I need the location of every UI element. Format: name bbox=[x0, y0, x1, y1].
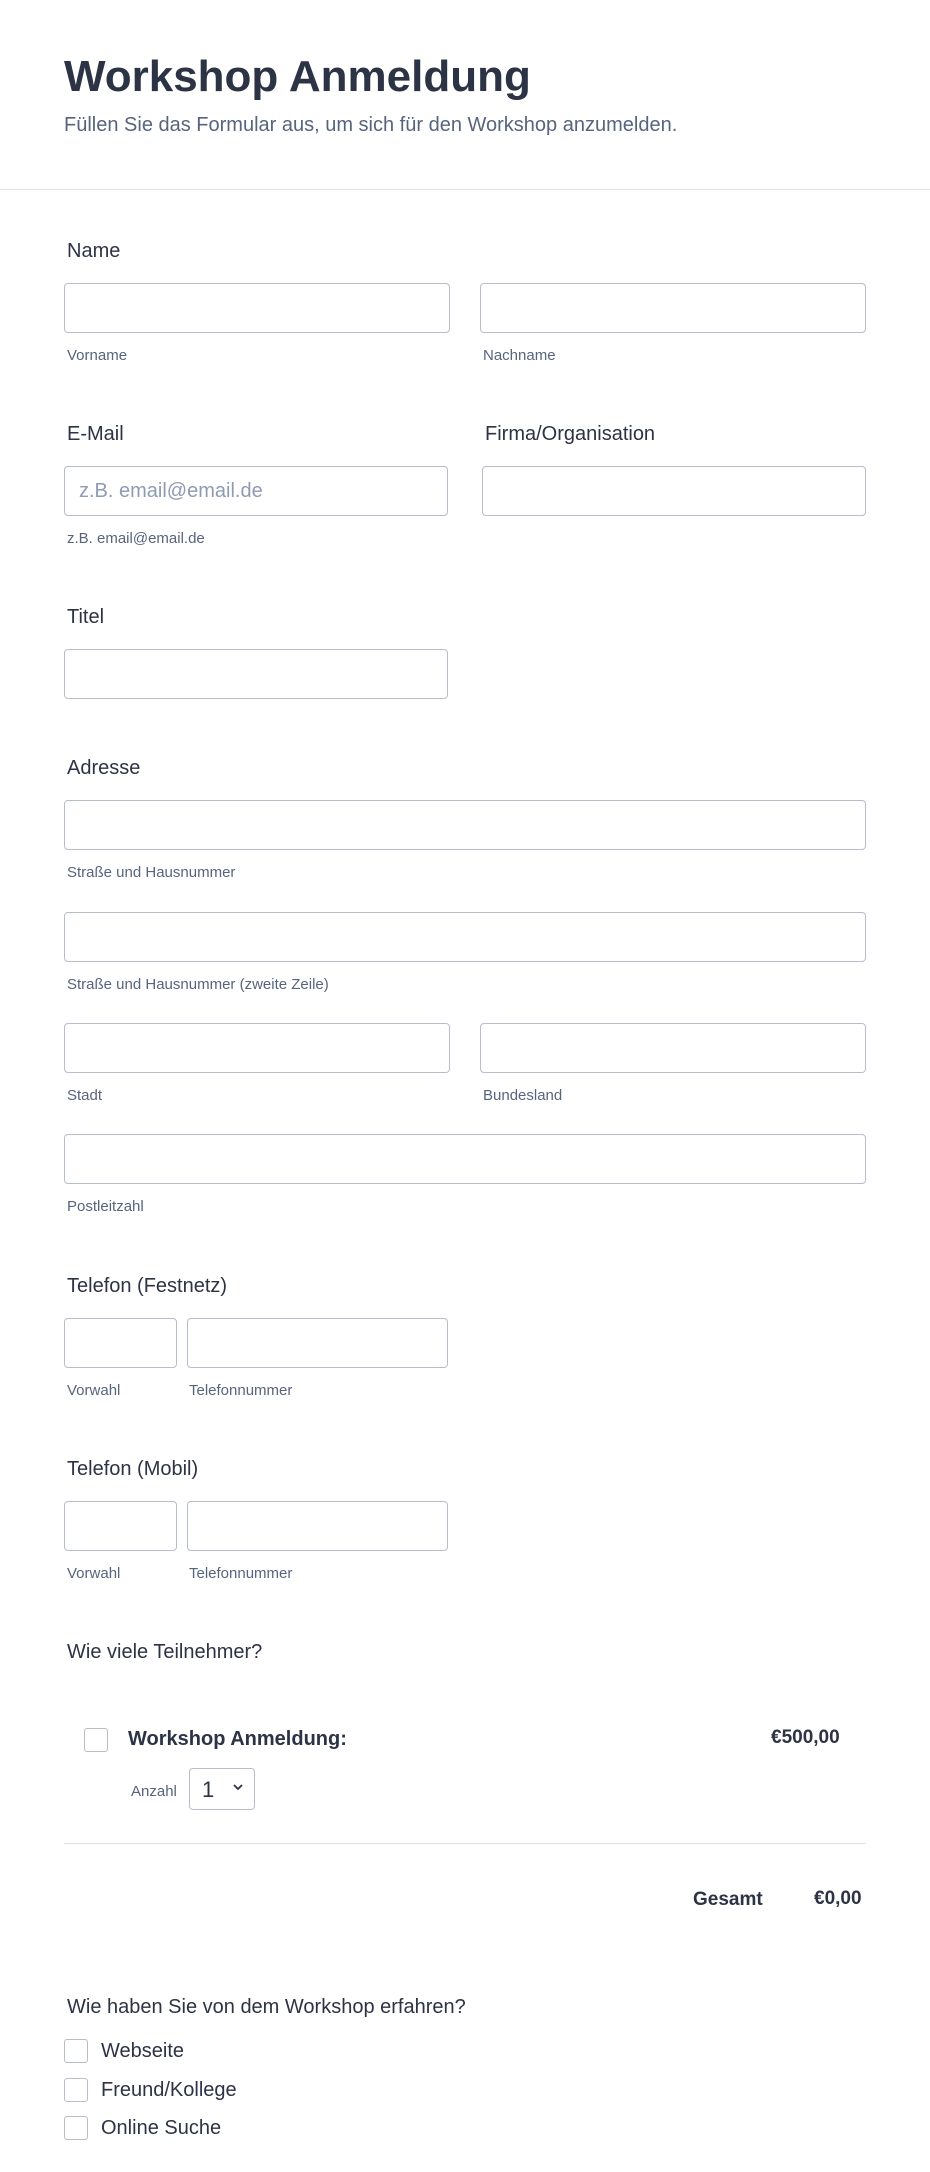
landline-area-sublabel: Vorwahl bbox=[67, 1382, 121, 1399]
mobile-area-sublabel: Vorwahl bbox=[67, 1565, 121, 1582]
last-name-sublabel: Nachname bbox=[483, 347, 556, 364]
street-line2-input[interactable] bbox=[64, 912, 866, 962]
title-input[interactable] bbox=[64, 649, 448, 699]
participants-label: Wie viele Teilnehmer? bbox=[67, 1641, 263, 1663]
landline-area-input[interactable] bbox=[64, 1318, 177, 1368]
state-sublabel: Bundesland bbox=[483, 1087, 563, 1104]
checkbox-online-suche[interactable] bbox=[64, 2116, 88, 2140]
form-header bbox=[0, 0, 930, 190]
company-label: Firma/Organisation bbox=[485, 423, 656, 445]
name-label: Name bbox=[67, 240, 121, 262]
landline-number-sublabel: Telefonnummer bbox=[189, 1382, 293, 1399]
product-name: Workshop Anmeldung: bbox=[128, 1728, 347, 1750]
first-name-input[interactable] bbox=[64, 283, 450, 333]
checkbox-freund-kollege[interactable] bbox=[64, 2078, 88, 2102]
zip-sublabel: Postleitzahl bbox=[67, 1198, 144, 1215]
last-name-input[interactable] bbox=[480, 283, 866, 333]
title-label: Titel bbox=[67, 606, 105, 628]
option-label-webseite: Webseite bbox=[101, 2040, 185, 2062]
divider bbox=[64, 1843, 866, 1844]
mobile-label: Telefon (Mobil) bbox=[67, 1458, 199, 1480]
company-input[interactable] bbox=[482, 466, 866, 516]
total-value: €0,00 bbox=[814, 1888, 862, 1909]
product-checkbox[interactable] bbox=[84, 1728, 108, 1752]
email-input[interactable] bbox=[64, 466, 448, 516]
city-input[interactable] bbox=[64, 1023, 450, 1073]
street-line1-sublabel: Straße und Hausnummer bbox=[67, 864, 236, 881]
option-label-online-suche: Online Suche bbox=[101, 2117, 222, 2139]
landline-number-input[interactable] bbox=[187, 1318, 448, 1368]
quantity-label: Anzahl bbox=[131, 1783, 177, 1800]
mobile-number-sublabel: Telefonnummer bbox=[189, 1565, 293, 1582]
page-subtitle: Füllen Sie das Formular aus, um sich für den Workshop anzumelden. bbox=[64, 114, 678, 136]
checkbox-webseite[interactable] bbox=[64, 2039, 88, 2063]
zip-input[interactable] bbox=[64, 1134, 866, 1184]
page-title: Workshop Anmeldung bbox=[64, 52, 531, 101]
source-label: Wie haben Sie von dem Workshop erfahren? bbox=[67, 1996, 466, 2018]
quantity-value: 1 bbox=[202, 1777, 215, 1802]
mobile-number-input[interactable] bbox=[187, 1501, 448, 1551]
landline-label: Telefon (Festnetz) bbox=[67, 1275, 228, 1297]
total-label: Gesamt bbox=[693, 1889, 763, 1910]
street-line1-input[interactable] bbox=[64, 800, 866, 850]
city-sublabel: Stadt bbox=[67, 1087, 103, 1104]
state-input[interactable] bbox=[480, 1023, 866, 1073]
address-label: Adresse bbox=[67, 757, 141, 779]
form-body bbox=[0, 190, 930, 2170]
first-name-sublabel: Vorname bbox=[67, 347, 128, 364]
chevron-down-icon bbox=[232, 1781, 244, 1793]
street-line2-sublabel: Straße und Hausnummer (zweite Zeile) bbox=[67, 976, 329, 993]
mobile-area-input[interactable] bbox=[64, 1501, 177, 1551]
email-sublabel: z.B. email@email.de bbox=[67, 530, 205, 547]
quantity-select[interactable] bbox=[189, 1768, 255, 1810]
email-label: E-Mail bbox=[67, 423, 124, 445]
product-price: €500,00 bbox=[771, 1727, 840, 1748]
option-label-freund-kollege: Freund/Kollege bbox=[101, 2079, 237, 2101]
